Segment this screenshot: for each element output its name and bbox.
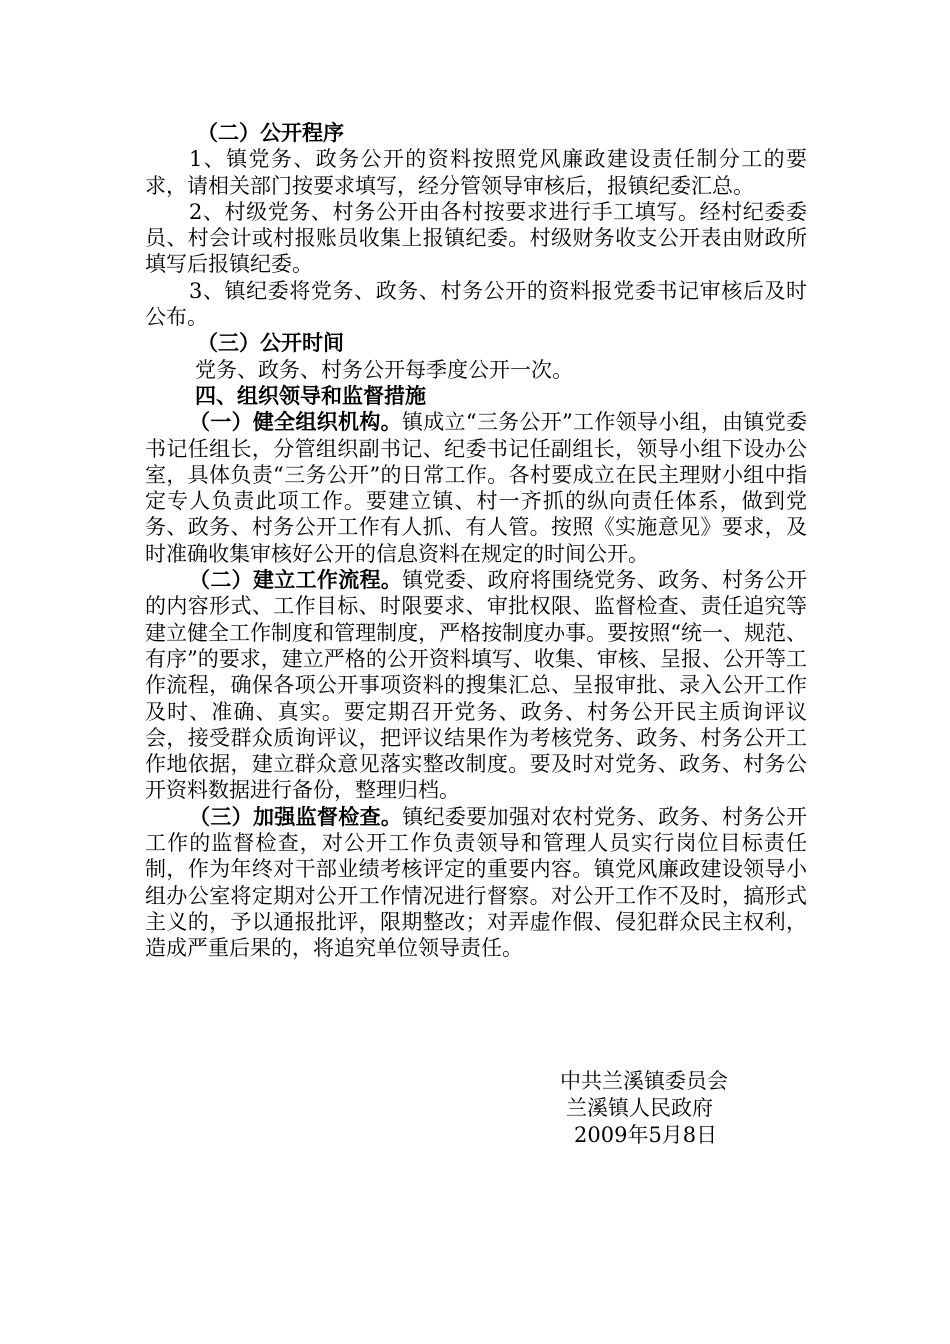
measure-lead-workflow: （二）建立工作流程。 (189, 567, 403, 593)
measure-paragraph-supervision (145, 804, 807, 962)
measure-lead-supervision: （三）加强监督检查。 (189, 803, 403, 829)
document-body (145, 120, 807, 962)
procedure-item-3: 3、镇纪委将党务、政务、村务公开的资料报党委书记审核后及时公布。 (145, 278, 807, 330)
signature-block (560, 1068, 728, 1149)
measure-text-workflow: 镇党委、政府将围绕党务、政务、村务公开的内容形式、工作目标、时限要求、审批权限、监督检查、责任追究等建立健全工作制度和管理制度，严格按制度办事。要按照“统一、规范、有序”的要求，建立严格的公开资料填写、收集、审核、呈报、公开等工作流程，确保各项公开事项资料的搜集汇总、呈报审批、录入公开工作及时、准确、真实。要定期召开党务、政务、村务公开民主质询评议会，接受群众质询评议，把评议结果作为考核党务、政务、村务公开工作地依据，建立群众意见落实整改制度。要及时对党务、政务、村务公开资料数据进行备份，整理归档。 (145, 568, 808, 803)
signature-date: 2009年5月8日 (574, 1123, 718, 1147)
disclosure-time-text: 党务、政务、村务公开每季度公开一次。 (195, 357, 573, 382)
signature-party-committee: 中共兰溪镇委员会 (560, 1069, 728, 1093)
measure-paragraph-organization (145, 409, 807, 567)
measure-text-organization: 镇成立“三务公开”工作领导小组，由镇党委书记任组长，分管组织副书记、纪委书记任副组长，领导小组下设办公室，具体负责“三务公开”的日常工作。各村要成立在民主理财小组中指定专人负责此项工作。要建立镇、村一齐抓的纵向责任体系，做到党务、政务、村务公开工作有人抓、有人管。按照《实施意见》要求，及时准确收集审核好公开的信息资料在规定的时间公开。 (145, 410, 807, 566)
section-heading-disclosure-procedure: （二）公开程序 (197, 120, 344, 145)
procedure-item-2: 2、村级党务、村务公开由各村按要求进行手工填写。经村纪委委员、村会计或村报账员收集上报镇纪委。村级财务收支公开表由财政所填写后报镇纪委。 (145, 199, 807, 277)
procedure-item-1: 1、镇党务、政务公开的资料按照党风廉政建设责任制分工的要求，请相关部门按要求填写，经分管领导审核后，报镇纪委汇总。 (145, 147, 807, 198)
section-heading-disclosure-time: （三）公开时间 (197, 330, 344, 356)
signature-government: 兰溪镇人民政府 (566, 1096, 713, 1120)
measure-text-supervision: 镇纪委要加强对农村党务、政务、村务公开工作的监督检查，对公开工作负责领导和管理人员实行岗位目标责任制，作为年终对干部业绩考核评定的重要内容。镇党风廉政建设领导小组办公室将定期对公开工作情况进行督察。对公开工作不及时，搞形式主义的，予以通报批评，限期整改；对弄虚作假、侵犯群众民主权利，造成严重后果的，将追究单位领导责任。 (145, 804, 808, 961)
measure-lead-organization: （一）健全组织机构。 (189, 409, 402, 435)
measure-paragraph-workflow (145, 567, 807, 804)
part-heading-leadership: 四、组织领导和监督措施 (195, 382, 426, 408)
